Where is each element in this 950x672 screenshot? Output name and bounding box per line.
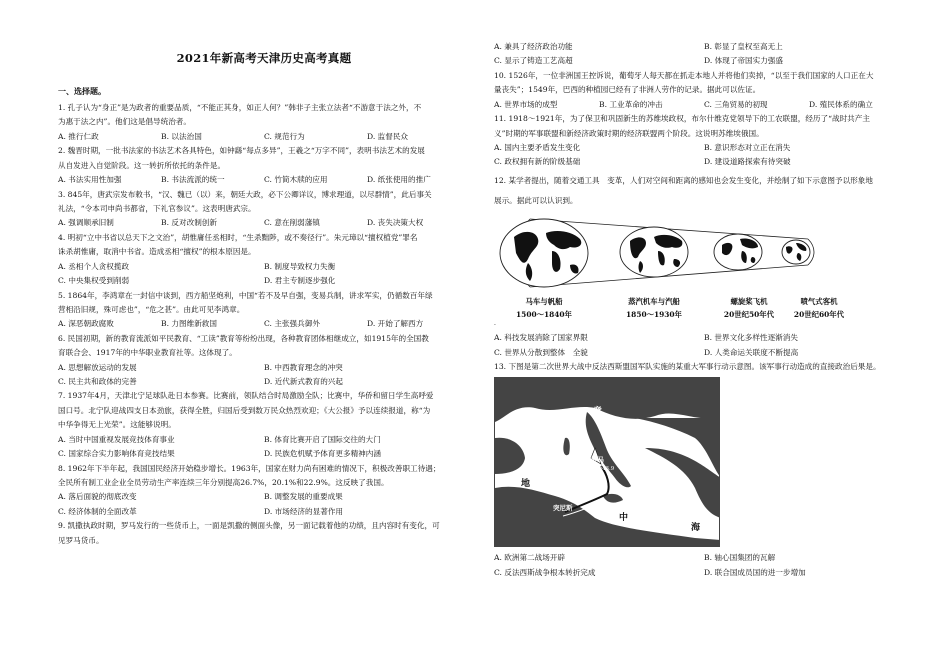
options [58, 130, 470, 144]
map-svg [495, 378, 720, 547]
question-6 [58, 332, 470, 390]
option-b[interactable]: B. 彰显了皇权至高无上 [704, 42, 783, 51]
option-c[interactable]: C. 世界从分散到整体 全貌 [494, 347, 588, 357]
question-stem: 礼法，“令本司申尚书都省，下礼官参议”。这表明唐武宗。 [58, 203, 256, 213]
option-b[interactable]: B. 体育比赛开启了国际交往的大门 [264, 434, 381, 444]
question-1 [58, 101, 470, 144]
map-label: 意 [593, 407, 603, 418]
options [58, 490, 470, 519]
question-stem: 见罗马货币。 [58, 535, 104, 545]
globe-labels [494, 296, 914, 321]
options [58, 173, 470, 187]
question-5 [58, 289, 470, 332]
option-c[interactable]: C. 经济体制的全面改革 [58, 506, 137, 516]
option-d[interactable]: D. 体现了帝国实力强盛 [704, 56, 783, 66]
question-stem: 国口号。北宁队迎战四支日本劲旅，获得全胜，归国后受到数万民众热烈欢迎；《大公报》予以连续报道，称“为 [58, 405, 431, 415]
question-stem: 4. 明初“立中书省以总天下之文治”，胡惟庸任丞相时，“生杀黜陟，或不奏径行”。朱元璋以“擅权植党”罪名 [58, 232, 418, 242]
globe-2 [620, 227, 688, 277]
question-13 [494, 360, 914, 580]
option-d[interactable]: D. 丧失决策大权 [367, 218, 424, 228]
question-4 [58, 231, 470, 289]
option-d[interactable]: D. 民族危机赋予体育更多精神内涵 [264, 449, 381, 459]
option-a[interactable]: A. 丞相个人贪权揽政 [58, 261, 130, 271]
question-stem: 诛杀胡惟庸，取消中书省。造成丞相“擅权”的根本原因是。 [58, 247, 256, 257]
options [494, 331, 914, 360]
option-c[interactable]: C. 竹简木牍的应用 [264, 175, 328, 185]
option-a[interactable]: A. 国内主要矛盾发生变化 [494, 142, 581, 152]
era-years: 20世纪50年代 [723, 309, 775, 319]
era-years: 1500～1840年 [516, 309, 572, 319]
map-label: 罗马 [591, 456, 604, 465]
era-label: 螺旋桨飞机 [730, 297, 768, 307]
map-label: 大 [601, 425, 611, 436]
question-stem: 从自发进入自觉阶段。这一转折所依托的条件是。 [58, 160, 226, 170]
options [58, 433, 470, 462]
question-10 [494, 69, 914, 112]
section-heading: 一、选择题。 [58, 85, 106, 96]
globe-1 [500, 219, 588, 287]
option-c[interactable]: C. 民主共和政体的完善 [58, 377, 137, 387]
era-years: 1850～1930年 [626, 309, 682, 319]
option-b[interactable]: B. 制度导致权力失衡 [264, 261, 336, 271]
question-11 [494, 112, 914, 170]
option-c[interactable]: C. 显示了铸造工艺高超 [494, 56, 573, 66]
right-column [494, 0, 914, 580]
option-a[interactable]: A. 当时中国重视发展竞技体育事业 [58, 434, 175, 444]
option-d[interactable]: D. 建设道路探索有待突破 [704, 157, 791, 167]
question-stem: 育联合会、1917年的中华职业教育社等。这体现了。 [58, 348, 237, 358]
label-group [594, 296, 714, 321]
option-a[interactable]: A. 落后面貌的彻底改变 [58, 492, 137, 502]
question-stem: 9. 凯撒执政时期，罗马发行的一些货币上，一面是凯撒的侧面头像，另一面记载着他的功绩，且内容时有变化，可 [58, 521, 440, 531]
era-label: 喷气式客机 [800, 297, 838, 307]
option-a[interactable]: A. 欧洲第二战场开辟 [494, 553, 566, 563]
question-stem: 2. 魏晋时期，一批书法家的书法艺术各具特色，如钟繇“每点多异”，王羲之“万字不同”，表明书法艺术的发展 [58, 146, 425, 156]
question-stem: 全民所有制工业企业全员劳动生产率连续三年分别提高26.7%，20.1%和22.9%。这反映了我国。 [58, 478, 389, 487]
option-b[interactable]: B. 世界文化多样性逐渐消失 [704, 333, 798, 343]
option-d[interactable]: D. 君主专制逐步强化 [264, 276, 336, 286]
stray-dot: . [494, 320, 496, 328]
question-stem: 7. 1937年4月，天津北宁足球队赴日本参赛。比赛前，领队结合时局激励全队；比赛中，华侨和留日学生高呼爱 [58, 391, 434, 401]
options [58, 216, 470, 230]
label-group [784, 296, 854, 321]
question-stem: 营相沿旧规，殊可虑也”，“危之甚”。由此可见李鸿章。 [58, 304, 245, 314]
options [494, 551, 914, 580]
option-c[interactable]: C. 反法西斯战争根本转折完成 [494, 567, 596, 577]
era-label: 马车与帆船 [525, 297, 563, 307]
era-years: 20世纪60年代 [793, 309, 845, 319]
question-7 [58, 389, 470, 461]
option-c[interactable]: C. 中央集权受到削弱 [58, 276, 130, 286]
map-label: 海 [691, 523, 701, 534]
question-stem: 10. 1526年，一位非洲国王控诉说，葡萄牙人每天都在抓走本地人并将他们卖掉，“以至于我们国家的人口正在大 [494, 70, 874, 80]
page-title: 2021年新高考天津历史高考真题 [176, 51, 352, 65]
question-stem: 6. 民国初期，新的教育流派如平民教育、“工读”教育等纷纷出现，各种教育团体相继成立，如1915年的全国教 [58, 333, 429, 343]
label-group [714, 296, 784, 321]
map-label: 利 [607, 443, 617, 454]
option-b[interactable]: B. 轴心国集团的瓦解 [704, 553, 776, 563]
option-a[interactable]: A. 世界市场的成型 [494, 99, 558, 109]
q9-options [494, 40, 914, 69]
option-c[interactable]: C. 国家综合实力影响体育竞技结果 [58, 449, 175, 459]
options [494, 98, 914, 112]
question-stem: 1. 孔子认为“身正”是为政者的重要品质，“不能正其身，如正人何？”韩非子主张立法者“不游意于法之外，不 [58, 103, 422, 113]
question-stem: 13. 下图是第二次世界大战中反法西斯盟国军队实施的某重大军事行动示意图。该军事行动造成的直接政治后果是。 [494, 362, 881, 372]
option-a[interactable]: A. 强调顺承旧制 [58, 218, 114, 228]
options [494, 141, 914, 170]
option-c[interactable]: C. 主张强兵御外 [264, 319, 320, 329]
map-date: 1943.9 [595, 466, 615, 473]
option-b[interactable]: B. 反对改制创新 [161, 218, 217, 228]
question-stem: 义”时期的军事联盟和新经济政策时期的经济联盟两个阶段。这说明苏维埃俄国。 [494, 128, 764, 138]
question-8 [58, 462, 470, 520]
option-b[interactable]: B. 中西教育理念的冲突 [264, 362, 343, 372]
option-d[interactable]: D. 监督民众 [367, 131, 409, 141]
option-b[interactable]: B. 调整发展的重要成果 [264, 492, 343, 502]
option-a[interactable]: A. 书法实用性加强 [58, 175, 122, 185]
question-stem: 12. 某学者提出，随着交通工具 变革，人们对空间和距离的感知也会发生变化，并绘制了如下示意图予以形象地 [494, 175, 873, 185]
options [58, 260, 470, 289]
shrinking-globe-diagram [494, 215, 824, 291]
question-stem: 中华争得无上光荣”。这能够说明。 [58, 420, 176, 430]
globe-4 [782, 240, 810, 264]
option-a[interactable]: A. 科技发展消除了国家界限 [494, 333, 588, 343]
globe-3 [714, 234, 762, 270]
question-2 [58, 144, 470, 187]
question-stem: 11. 1918～1921年，为了保卫和巩固新生的苏维埃政权，布尔什维克党领导下的工农联盟，经历了“战时共产主 [494, 114, 870, 124]
option-b[interactable]: B. 力图维新救国 [161, 319, 217, 329]
label-group [494, 296, 594, 321]
map-label: 中 [619, 513, 629, 524]
question-stem: 展示。据此可以认识到。 [494, 196, 578, 206]
option-a[interactable]: A. 思想解放运动的发展 [58, 362, 137, 372]
map-label: 突尼斯 [553, 504, 573, 513]
italy-campaign-map [494, 377, 720, 547]
question-stem: 为惠于法之内”。他们这是倡导统治者。 [58, 117, 191, 127]
question-stem: 3. 845年，唐武宗发布敕书，“汉、魏已（以）来，朝廷大政，必下公卿详议，博求理道，以尽群情”，此后事关 [58, 189, 432, 199]
option-c[interactable]: C. 规范行为 [264, 131, 305, 141]
question-9 [58, 519, 470, 548]
option-c[interactable]: C. 三角贸易的初现 [704, 99, 768, 109]
question-3 [58, 188, 470, 231]
map-date: 1943.7 [563, 490, 583, 497]
option-c[interactable]: C. 意在削弱藩镇 [264, 218, 320, 228]
left-column [58, 0, 470, 548]
option-a[interactable]: A. 兼具了经济政治功能 [494, 42, 573, 51]
option-d[interactable]: D. 市场经济的显著作用 [264, 506, 343, 516]
globe-figure [494, 215, 914, 328]
option-b[interactable]: B. 书法流派的统一 [161, 175, 225, 185]
options [58, 317, 470, 331]
option-d[interactable]: D. 殖民体系的确立 [809, 99, 873, 109]
option-d[interactable]: D. 人类命运关联度不断提高 [704, 347, 799, 357]
question-stem: 8. 1962年下半年起，我国国民经济开始稳步增长。1963年，国家在财力尚有困难的情况下，积极改善职工待遇； [58, 463, 441, 473]
option-d[interactable]: D. 开始了解西方 [367, 319, 424, 329]
option-c[interactable]: C. 政权拥有新的阶级基础 [494, 157, 581, 167]
era-label: 蒸汽机车与汽船 [628, 297, 680, 307]
option-d[interactable]: D. 近代新式教育的兴起 [264, 377, 343, 387]
options [58, 361, 470, 390]
option-d[interactable]: D. 纸张使用的推广 [367, 175, 431, 185]
option-b[interactable]: B. 以法治国 [161, 131, 202, 141]
question-stem: 量丧失”；1549年，巴西的种植园已经有了非洲人劳作的记录。据此可以佐证。 [494, 85, 761, 95]
map-label: 地 [521, 479, 531, 490]
option-a[interactable]: A. 深恶朝政腐败 [58, 319, 114, 329]
question-stem: 5. 1864年，李鸿章在一封信中谈到，西方船坚炮利，中国“若不及早自强，变易兵制，讲求军实，仍循数百年绿 [58, 290, 433, 300]
question-12 [494, 174, 914, 360]
option-b[interactable]: B. 意识形态对立正在消失 [704, 142, 791, 152]
option-a[interactable]: A. 推行仁政 [58, 131, 99, 141]
option-d[interactable]: D. 联合国成员国的进一步增加 [704, 567, 806, 577]
option-b[interactable]: B. 工业革命的冲击 [599, 99, 663, 109]
